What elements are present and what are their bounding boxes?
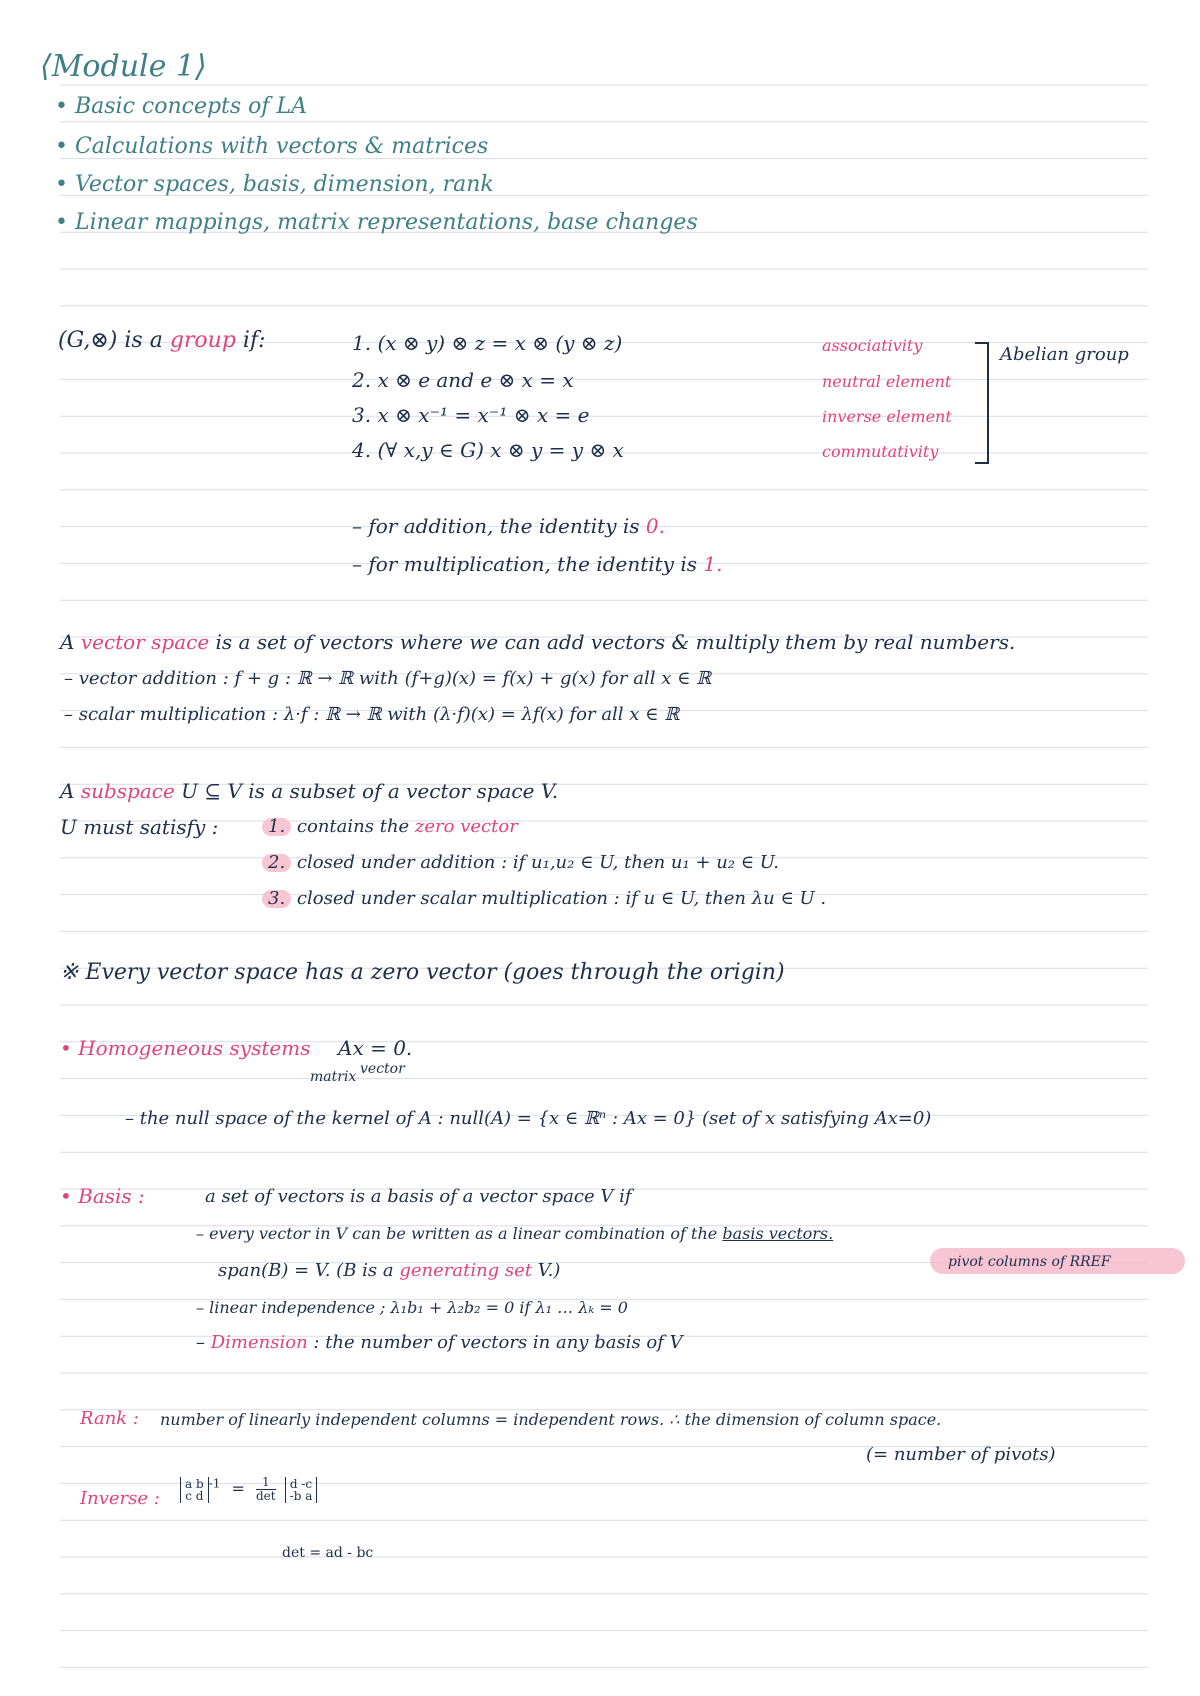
basis-line2 xyxy=(218,1262,560,1280)
topic-item: • Vector spaces, basis, dimension, rank xyxy=(55,172,494,197)
sub-lead: A xyxy=(60,779,75,803)
sub-term: subspace xyxy=(80,779,175,803)
vector-space-def xyxy=(60,632,1015,652)
identity-add-value: 0. xyxy=(645,514,665,538)
null-space-def: – the null space of the kernel of A : null(A) = {x ∈ ℝⁿ : Ax = 0} (set of x satisfying Ax=0) xyxy=(125,1108,932,1129)
abelian-label: Abelian group xyxy=(1000,344,1129,365)
linear-independence: – linear independence ; λ₁b₁ + λ₂b₂ = 0 if λ₁ … λₖ = 0 xyxy=(196,1298,628,1317)
axiom-property: associativity xyxy=(822,336,923,355)
dimension-dash: – xyxy=(196,1332,205,1353)
subspace-cond xyxy=(262,854,779,872)
one-over-det xyxy=(256,1476,276,1503)
group-intro-left: (G,⊗) is a xyxy=(58,328,163,353)
determinant-def: det = ad - bc xyxy=(282,1545,374,1561)
cond-number: 2. xyxy=(262,854,291,872)
basis-term: • Basis : xyxy=(60,1184,145,1208)
group-term: group xyxy=(169,328,236,353)
group-axiom: 1. (x ⊗ y) ⊗ z = x ⊗ (y ⊗ z) xyxy=(352,331,623,355)
identity-addition xyxy=(352,516,665,536)
group-intro-right: if: xyxy=(242,328,266,353)
identity-mul-value: 1. xyxy=(703,552,723,576)
rank-term: Rank : xyxy=(80,1408,139,1429)
group-axiom: 3. x ⊗ x⁻¹ = x⁻¹ ⊗ x = e xyxy=(352,403,590,427)
topic-item: • Calculations with vectors & matrices xyxy=(55,134,489,159)
inverse-exponent: -1 xyxy=(208,1476,221,1491)
basis-vectors-underlined: basis vectors. xyxy=(722,1224,834,1243)
topic-item: • Basic concepts of LA xyxy=(55,94,308,119)
matrix-row: d -c xyxy=(289,1476,313,1491)
cond-number: 1. xyxy=(262,818,291,836)
zero-vector-note: ※ Every vector space has a zero vector (goes through the origin) xyxy=(60,960,785,985)
homogeneous-term: • Homogeneous systems xyxy=(60,1036,311,1060)
rank-pivots: (= number of pivots) xyxy=(866,1444,1056,1465)
vs-lead: A xyxy=(60,630,75,654)
homogeneous-eq: Ax = 0. xyxy=(338,1036,413,1060)
identity-add-text: – for addition, the identity is xyxy=(352,514,640,538)
subspace-must: U must satisfy : xyxy=(60,815,219,839)
frac-denominator: det xyxy=(255,1489,276,1503)
axiom-property: commutativity xyxy=(822,442,939,461)
matrix-row: -b a xyxy=(289,1488,313,1503)
label-matrix: matrix xyxy=(310,1069,357,1085)
matrix-abcd xyxy=(180,1477,209,1503)
subspace-cond xyxy=(262,818,518,836)
rank-def: number of linearly independent columns = independent rows. ∴ the dimension of column space. xyxy=(160,1410,942,1429)
dimension-term: Dimension xyxy=(210,1332,308,1353)
pivot-note: pivot columns of RREF xyxy=(948,1254,1111,1270)
matrix-row: c d xyxy=(185,1488,204,1503)
dimension-def: : the number of vectors in any basis of V xyxy=(313,1332,683,1353)
span-text: span(B) = V. (B is a xyxy=(218,1260,394,1281)
basis-line1-text: – every vector in V can be written as a linear combination of the xyxy=(196,1224,718,1243)
span-end: V.) xyxy=(537,1260,561,1281)
label-vector: vector xyxy=(360,1061,405,1077)
cond-text: contains the xyxy=(296,816,410,837)
subspace-def xyxy=(60,781,558,801)
matrix-adjugate xyxy=(285,1477,318,1503)
equals-sign: = xyxy=(231,1479,245,1498)
vector-addition: – vector addition : f + g : ℝ → ℝ with (f+g)(x) = f(x) + g(x) for all x ∈ ℝ xyxy=(64,668,712,689)
inverse-term: Inverse : xyxy=(80,1488,160,1509)
topic-item: • Linear mappings, matrix representations, base changes xyxy=(55,210,698,235)
group-intro xyxy=(58,330,266,352)
cond-text: closed under addition : if u₁,u₂ ∈ U, then u₁ + u₂ ∈ U. xyxy=(296,852,780,873)
identity-mul-text: – for multiplication, the identity is xyxy=(352,552,697,576)
basis-def: a set of vectors is a basis of a vector space V if xyxy=(205,1186,632,1207)
sub-def: U ⊆ V is a subset of a vector space V. xyxy=(181,779,559,803)
module-title: ⟨Module 1⟩ xyxy=(40,49,207,84)
axiom-property: inverse element xyxy=(822,407,952,426)
subspace-cond xyxy=(262,890,826,908)
axiom-property: neutral element xyxy=(822,372,952,391)
cond-text: closed under scalar multiplication : if u ∈ U, then λu ∈ U . xyxy=(296,888,827,909)
cond-number: 3. xyxy=(262,890,291,908)
group-axiom: 2. x ⊗ e and e ⊗ x = x xyxy=(352,368,574,392)
inverse-formula xyxy=(180,1476,317,1503)
identity-multiplication xyxy=(352,554,722,574)
frac-numerator: 1 xyxy=(256,1476,276,1490)
basis-line1 xyxy=(196,1226,833,1242)
cond-pink: zero vector xyxy=(414,816,518,837)
group-axiom: 4. (∀ x,y ∈ G) x ⊗ y = y ⊗ x xyxy=(352,438,624,462)
dimension-line xyxy=(196,1334,683,1352)
vs-term: vector space xyxy=(80,630,210,654)
scalar-multiplication: – scalar multiplication : λ·f : ℝ → ℝ with (λ·f)(x) = λf(x) for all x ∈ ℝ xyxy=(64,704,680,725)
vs-def: is a set of vectors where we can add vectors & multiply them by real numbers. xyxy=(215,630,1016,654)
generating-set-term: generating set xyxy=(399,1260,533,1281)
matrix-row: a b xyxy=(185,1476,204,1491)
abelian-brace xyxy=(975,342,989,464)
